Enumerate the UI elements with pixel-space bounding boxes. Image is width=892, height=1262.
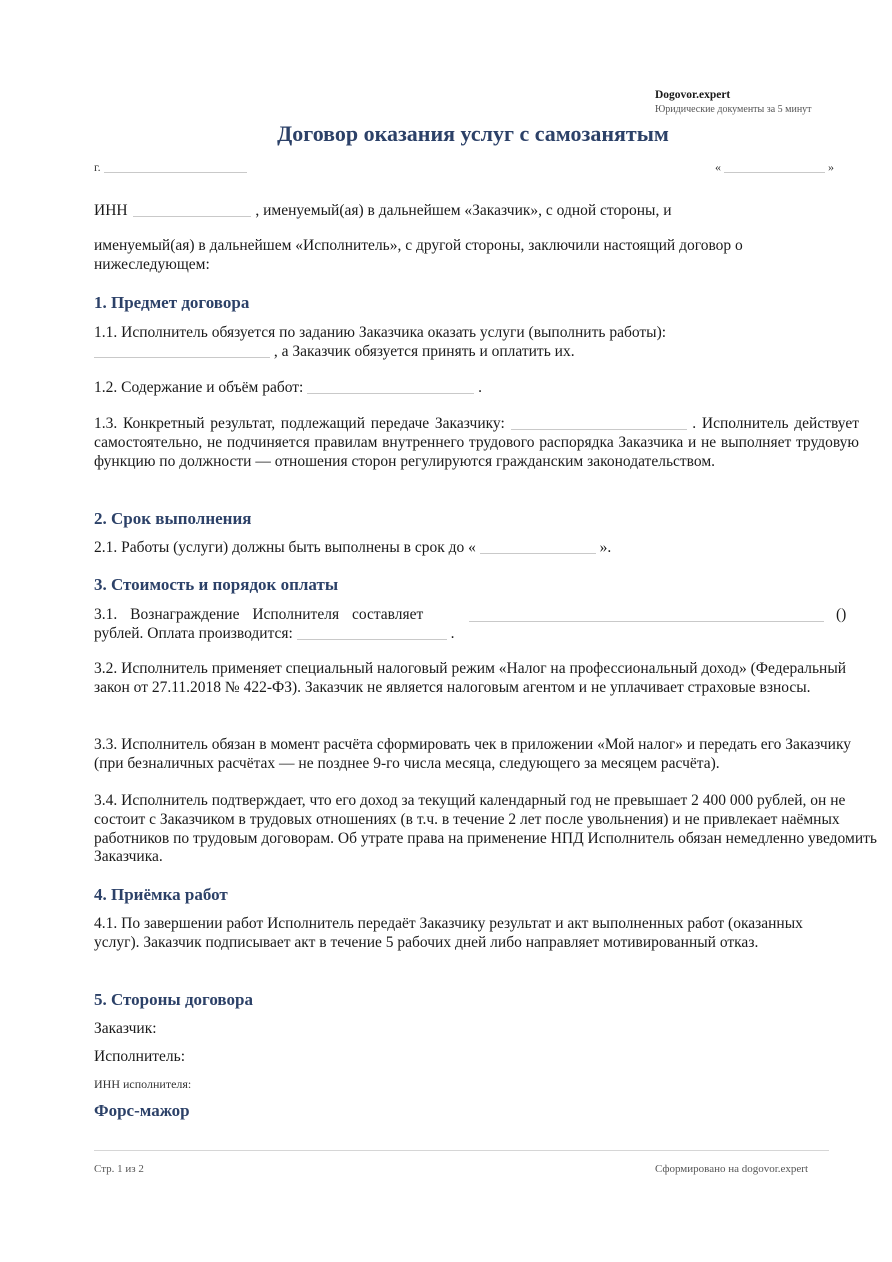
date-line: [715, 158, 834, 177]
clause-3-1-tail: .: [450, 625, 455, 642]
clause-1-3-tail: . Исполнитель действует самостоятельно, не подчиняется правилам внутреннего трудового распорядка Заказчика и не выполняет трудовую функцию по должности — отношения сторон регулируются гражданским законодательством.: [94, 415, 859, 470]
city-blank[interactable]: [104, 158, 247, 173]
clause-1-1-tail: , а Заказчик обязуется принять и оплатить их.: [273, 343, 575, 360]
fee-amount-words: (): [836, 606, 847, 623]
section-1-heading: 1. Предмет договора: [94, 293, 250, 312]
clause-3-1-line-1: [94, 605, 859, 624]
clause-1-2-text: 1.2. Содержание и объём работ:: [94, 379, 304, 396]
force-majeure-heading: Форс-мажор: [94, 1101, 190, 1120]
date-open-quote: «: [715, 160, 721, 174]
brand-block: [655, 88, 855, 117]
clause-3-4: 3.4. Исполнитель подтверждает, что его доход за текущий календарный год не превышает 2 400 000 рублей, он не состоит с Заказчиком в трудовых отношениях (в т.ч. в течение 2 лет после увольнения) и не привлекает наёмных работников по трудовым договорам. Об утрате права на применение НПД Исполнитель обязан немедленно уведомить Заказчика.: [94, 792, 877, 866]
customer-inn-blank[interactable]: [133, 202, 251, 217]
clause-1-3: [94, 415, 859, 471]
clause-3-1-text: 3.1. Вознаграждение Исполнителя составляет: [94, 606, 424, 623]
clause-4-1: 4.1. По завершении работ Исполнитель передаёт Заказчику результат и акт выполненных работ (оказанных услуг). Заказчик подписывает акт в течение 5 рабочих дней либо направляет мотивированный отказ.: [94, 915, 803, 951]
date-blank[interactable]: [724, 158, 825, 173]
party-customer-label: Заказчик:: [94, 1020, 157, 1037]
clause-1-2: [94, 378, 482, 397]
customer-designation: , именуемый(ая) в дальнейшем «Заказчик», с одной стороны, и: [255, 202, 672, 219]
section-4-heading: 4. Приёмка работ: [94, 885, 228, 904]
inn-label: ИНН: [94, 202, 128, 219]
party-executor-label: Исполнитель:: [94, 1048, 186, 1065]
brand-name: Dogovor.expert: [655, 89, 731, 101]
city-line: [94, 158, 247, 177]
section-5-heading: 5. Стороны договора: [94, 990, 253, 1009]
generated-by: Сформировано на dogovor.expert: [655, 1163, 809, 1175]
document-title: Договор оказания услуг с самозанятым: [277, 121, 669, 146]
deadline-blank[interactable]: [480, 539, 596, 554]
customer-intro: [94, 201, 672, 220]
page-number: Стр. 1 из 2: [94, 1163, 144, 1175]
footer-divider: [94, 1150, 829, 1151]
clause-3-2: 3.2. Исполнитель применяет специальный налоговый режим «Налог на профессиональный доход» (Федеральный закон от 27.11.2018 № 422-ФЗ). Заказчик не является налоговым агентом и не уплачивает страховые взносы.: [94, 660, 847, 696]
clause-3-3: 3.3. Исполнитель обязан в момент расчёта сформировать чек в приложении «Мой налог» и передать его Заказчику (при безналичных расчётах — не позднее 9-го числа месяца, следующего за месяцем расчёта).: [94, 736, 852, 772]
clause-2-1-tail: ».: [599, 539, 612, 556]
work-scope-blank[interactable]: [307, 379, 474, 394]
service-subject-blank[interactable]: [94, 343, 270, 358]
clause-1-1-line-2: [94, 342, 575, 361]
section-3-heading: 3. Стоимость и порядок оплаты: [94, 575, 339, 594]
clause-3-1-payment-text: рублей. Оплата производится:: [94, 625, 293, 642]
clause-2-1-text: 2.1. Работы (услуги) должны быть выполнены в срок до «: [94, 539, 476, 556]
date-close-quote: »: [828, 160, 834, 174]
clause-1-2-tail: .: [478, 379, 482, 396]
executor-intro: именуемый(ая) в дальнейшем «Исполнитель», с другой стороны, заключили настоящий договор о нижеследующем:: [94, 237, 743, 273]
result-blank[interactable]: [511, 415, 687, 430]
section-2-heading: 2. Срок выполнения: [94, 509, 252, 528]
clause-2-1: [94, 538, 611, 557]
clause-3-1-line-2: [94, 624, 454, 643]
clause-1-3-text: 1.3. Конкретный результат, подлежащий передаче Заказчику:: [94, 415, 505, 432]
brand-tagline: Юридические документы за 5 минут: [655, 104, 812, 115]
clause-1-1-line-1: 1.1. Исполнитель обязуется по заданию Заказчика оказать услуги (выполнить работы):: [94, 324, 667, 341]
payment-method-blank[interactable]: [297, 625, 447, 640]
executor-inn-label: ИНН исполнителя:: [94, 1077, 192, 1091]
fee-amount-blank[interactable]: [469, 607, 824, 622]
city-prefix: г.: [94, 160, 101, 174]
